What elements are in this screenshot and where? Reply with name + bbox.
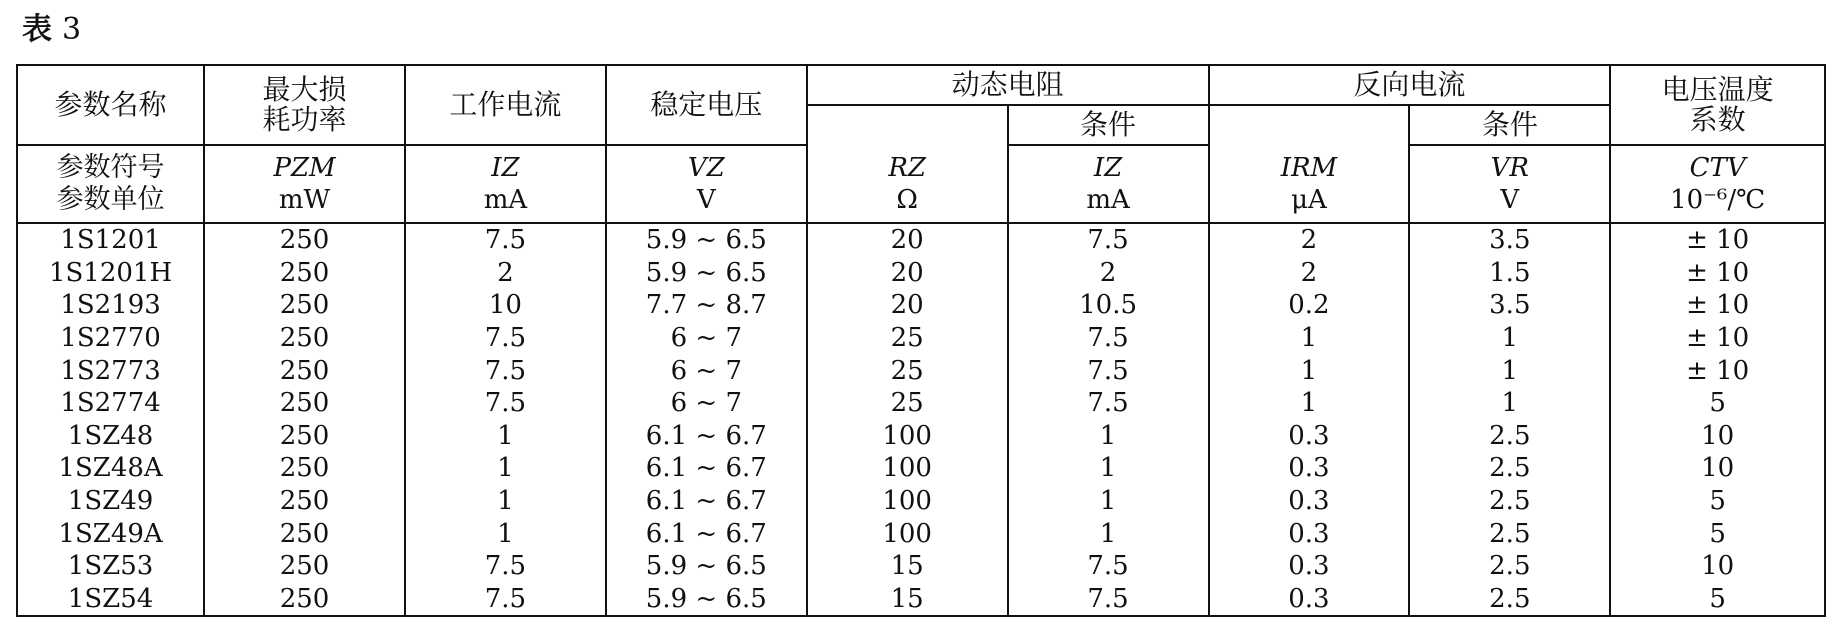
cell-work-current: 7.5 [405, 550, 606, 583]
header-param-name: 参数名称 [17, 65, 204, 145]
cell-work-current: 1 [405, 420, 606, 453]
symbol-unit-row [17, 145, 1825, 223]
header-stable-voltage: 稳定电压 [606, 65, 807, 145]
cell-reverse-current: 0.2 [1209, 289, 1410, 322]
cell-power: 250 [204, 583, 405, 617]
table-row [17, 289, 1825, 322]
unit-text: μA [1291, 184, 1327, 215]
header-max-power [204, 65, 405, 145]
cell-power: 250 [204, 517, 405, 550]
cell-temp-coeff: 10 [1610, 420, 1825, 453]
cell-dynamic-resistance: 100 [807, 452, 1008, 485]
header-reverse-current-condition: 条件 [1409, 105, 1610, 145]
symbol-cell-work-current [405, 145, 606, 223]
cell-reverse-current: 2 [1209, 257, 1410, 290]
cell-work-current: 10 [405, 289, 606, 322]
symbol-text: VZ [687, 153, 725, 183]
symbol-text: IZ [1093, 153, 1123, 183]
header-reverse-current-value [1209, 105, 1410, 145]
cell-model: 1S1201 [17, 223, 204, 257]
cell-reverse-condition: 1 [1409, 387, 1610, 420]
cell-resistance-condition: 1 [1008, 452, 1209, 485]
cell-power: 250 [204, 257, 405, 290]
cell-model: 1SZ48 [17, 420, 204, 453]
header-temp-coeff [1610, 65, 1825, 145]
cell-reverse-current: 0.3 [1209, 420, 1410, 453]
cell-power: 250 [204, 322, 405, 355]
symbol-text: CTV [1689, 153, 1746, 183]
header-dynamic-resistance-condition: 条件 [1008, 105, 1209, 145]
cell-stable-voltage: 5.9 ~ 6.5 [606, 583, 807, 617]
header-dynamic-resistance-value [807, 105, 1008, 145]
table-caption [22, 12, 81, 48]
cell-model: 1S2770 [17, 322, 204, 355]
unit-text: mA [483, 185, 528, 215]
cell-resistance-condition: 7.5 [1008, 583, 1209, 617]
cell-dynamic-resistance: 15 [807, 550, 1008, 583]
cell-reverse-current: 0.3 [1209, 550, 1410, 583]
cell-resistance-condition: 1 [1008, 517, 1209, 550]
cell-resistance-condition: 7.5 [1008, 387, 1209, 420]
unit-text: mA [1086, 185, 1130, 215]
cell-model: 1S1201H [17, 257, 204, 290]
cell-temp-coeff: 5 [1610, 517, 1825, 550]
table-row [17, 452, 1825, 485]
unit-text: V [696, 185, 716, 215]
cell-reverse-condition: 2.5 [1409, 485, 1610, 518]
cell-reverse-condition: 2.5 [1409, 583, 1610, 617]
cell-reverse-condition: 3.5 [1409, 289, 1610, 322]
cell-reverse-condition: 2.5 [1409, 420, 1610, 453]
symbol-cell-temp-coeff [1610, 145, 1825, 223]
cell-dynamic-resistance: 25 [807, 322, 1008, 355]
cell-stable-voltage: 6 ~ 7 [606, 387, 807, 420]
cell-stable-voltage: 5.9 ~ 6.5 [606, 223, 807, 257]
caption-label: 表 [22, 12, 52, 47]
cell-work-current: 1 [405, 485, 606, 518]
cell-power: 250 [204, 550, 405, 583]
cell-work-current: 7.5 [405, 354, 606, 387]
table-row [17, 583, 1825, 617]
cell-temp-coeff: 5 [1610, 485, 1825, 518]
symbol-text: VR [1490, 153, 1529, 183]
cell-power: 250 [204, 420, 405, 453]
caption-number: 3 [62, 12, 82, 47]
cell-dynamic-resistance: 20 [807, 289, 1008, 322]
cell-model: 1S2193 [17, 289, 204, 322]
cell-work-current: 7.5 [405, 387, 606, 420]
cell-model: 1SZ49 [17, 485, 204, 518]
cell-resistance-condition: 1 [1008, 485, 1209, 518]
cell-temp-coeff: 5 [1610, 583, 1825, 617]
cell-power: 250 [204, 452, 405, 485]
header-temp-coeff-line2: 系数 [1689, 103, 1746, 136]
cell-model: 1SZ53 [17, 550, 204, 583]
cell-reverse-condition: 2.5 [1409, 550, 1610, 583]
cell-resistance-condition: 7.5 [1008, 223, 1209, 257]
table-row [17, 223, 1825, 257]
zener-diode-parameter-table [16, 64, 1826, 617]
symbol-text: RZ [888, 152, 926, 183]
cell-resistance-condition: 1 [1008, 420, 1209, 453]
label-symbol: 参数符号 [56, 152, 165, 183]
cell-temp-coeff: 10 [1610, 452, 1825, 485]
cell-stable-voltage: 6 ~ 7 [606, 354, 807, 387]
cell-work-current: 1 [405, 452, 606, 485]
cell-reverse-condition: 1.5 [1409, 257, 1610, 290]
cell-resistance-condition: 7.5 [1008, 354, 1209, 387]
cell-work-current: 7.5 [405, 322, 606, 355]
cell-model: 1S2774 [17, 387, 204, 420]
cell-dynamic-resistance: 20 [807, 257, 1008, 290]
header-max-power-line1: 最大损 [262, 73, 347, 106]
unit-text: V [1500, 185, 1520, 215]
cell-reverse-condition: 3.5 [1409, 223, 1610, 257]
unit-text: Ω [896, 184, 918, 215]
table-row [17, 517, 1825, 550]
cell-model: 1SZ49A [17, 517, 204, 550]
table-row [17, 387, 1825, 420]
cell-reverse-current: 0.3 [1209, 517, 1410, 550]
symbol-cell-reverse-current [1209, 145, 1410, 223]
symbol-unit-label [17, 145, 204, 223]
cell-reverse-condition: 2.5 [1409, 452, 1610, 485]
cell-reverse-current: 2 [1209, 223, 1410, 257]
cell-reverse-current: 1 [1209, 322, 1410, 355]
cell-dynamic-resistance: 25 [807, 354, 1008, 387]
cell-reverse-current: 0.3 [1209, 583, 1410, 617]
cell-reverse-current: 0.3 [1209, 452, 1410, 485]
cell-dynamic-resistance: 15 [807, 583, 1008, 617]
cell-dynamic-resistance: 100 [807, 517, 1008, 550]
symbol-text: IZ [491, 153, 520, 183]
symbol-cell-power [204, 145, 405, 223]
cell-reverse-condition: 2.5 [1409, 517, 1610, 550]
cell-model: 1S2773 [17, 354, 204, 387]
cell-reverse-current: 1 [1209, 354, 1410, 387]
cell-temp-coeff: ± 10 [1610, 354, 1825, 387]
cell-stable-voltage: 5.9 ~ 6.5 [606, 550, 807, 583]
cell-resistance-condition: 7.5 [1008, 322, 1209, 355]
cell-temp-coeff: ± 10 [1610, 322, 1825, 355]
table-row [17, 485, 1825, 518]
symbol-cell-stable-voltage [606, 145, 807, 223]
table-row [17, 354, 1825, 387]
cell-model: 1SZ54 [17, 583, 204, 617]
header-dynamic-resistance: 动态电阻 [807, 65, 1209, 105]
unit-text: 10⁻⁶/℃ [1670, 185, 1766, 215]
cell-power: 250 [204, 223, 405, 257]
cell-stable-voltage: 5.9 ~ 6.5 [606, 257, 807, 290]
cell-stable-voltage: 6 ~ 7 [606, 322, 807, 355]
header-max-power-line2: 耗功率 [262, 103, 347, 136]
cell-stable-voltage: 6.1 ~ 6.7 [606, 452, 807, 485]
cell-power: 250 [204, 485, 405, 518]
cell-dynamic-resistance: 100 [807, 420, 1008, 453]
label-unit: 参数单位 [56, 184, 165, 215]
cell-work-current: 2 [405, 257, 606, 290]
symbol-cell-resistance-condition [1008, 145, 1209, 223]
cell-reverse-current: 1 [1209, 387, 1410, 420]
symbol-text: IRM [1280, 152, 1338, 183]
cell-work-current: 7.5 [405, 223, 606, 257]
cell-work-current: 1 [405, 517, 606, 550]
cell-temp-coeff: 10 [1610, 550, 1825, 583]
cell-resistance-condition: 7.5 [1008, 550, 1209, 583]
cell-stable-voltage: 6.1 ~ 6.7 [606, 485, 807, 518]
header-temp-coeff-line1: 电压温度 [1661, 73, 1774, 106]
cell-temp-coeff: ± 10 [1610, 223, 1825, 257]
cell-resistance-condition: 10.5 [1008, 289, 1209, 322]
cell-power: 250 [204, 387, 405, 420]
table-row [17, 550, 1825, 583]
cell-temp-coeff: ± 10 [1610, 289, 1825, 322]
symbol-cell-reverse-condition [1409, 145, 1610, 223]
table-row [17, 257, 1825, 290]
cell-resistance-condition: 2 [1008, 257, 1209, 290]
cell-dynamic-resistance: 100 [807, 485, 1008, 518]
cell-temp-coeff: ± 10 [1610, 257, 1825, 290]
unit-text: mW [278, 185, 331, 215]
cell-stable-voltage: 6.1 ~ 6.7 [606, 420, 807, 453]
cell-reverse-current: 0.3 [1209, 485, 1410, 518]
cell-reverse-condition: 1 [1409, 354, 1610, 387]
cell-stable-voltage: 7.7 ~ 8.7 [606, 289, 807, 322]
header-row-1 [17, 65, 1825, 105]
data-rows [17, 223, 1825, 616]
symbol-text: PZM [273, 153, 336, 183]
symbol-cell-dynamic-resistance [807, 145, 1008, 223]
cell-dynamic-resistance: 25 [807, 387, 1008, 420]
cell-work-current: 7.5 [405, 583, 606, 617]
cell-temp-coeff: 5 [1610, 387, 1825, 420]
cell-model: 1SZ48A [17, 452, 204, 485]
cell-power: 250 [204, 354, 405, 387]
table-row [17, 322, 1825, 355]
table-row [17, 420, 1825, 453]
cell-stable-voltage: 6.1 ~ 6.7 [606, 517, 807, 550]
cell-power: 250 [204, 289, 405, 322]
cell-dynamic-resistance: 20 [807, 223, 1008, 257]
header-reverse-current: 反向电流 [1209, 65, 1611, 105]
header-work-current: 工作电流 [405, 65, 606, 145]
cell-reverse-condition: 1 [1409, 322, 1610, 355]
